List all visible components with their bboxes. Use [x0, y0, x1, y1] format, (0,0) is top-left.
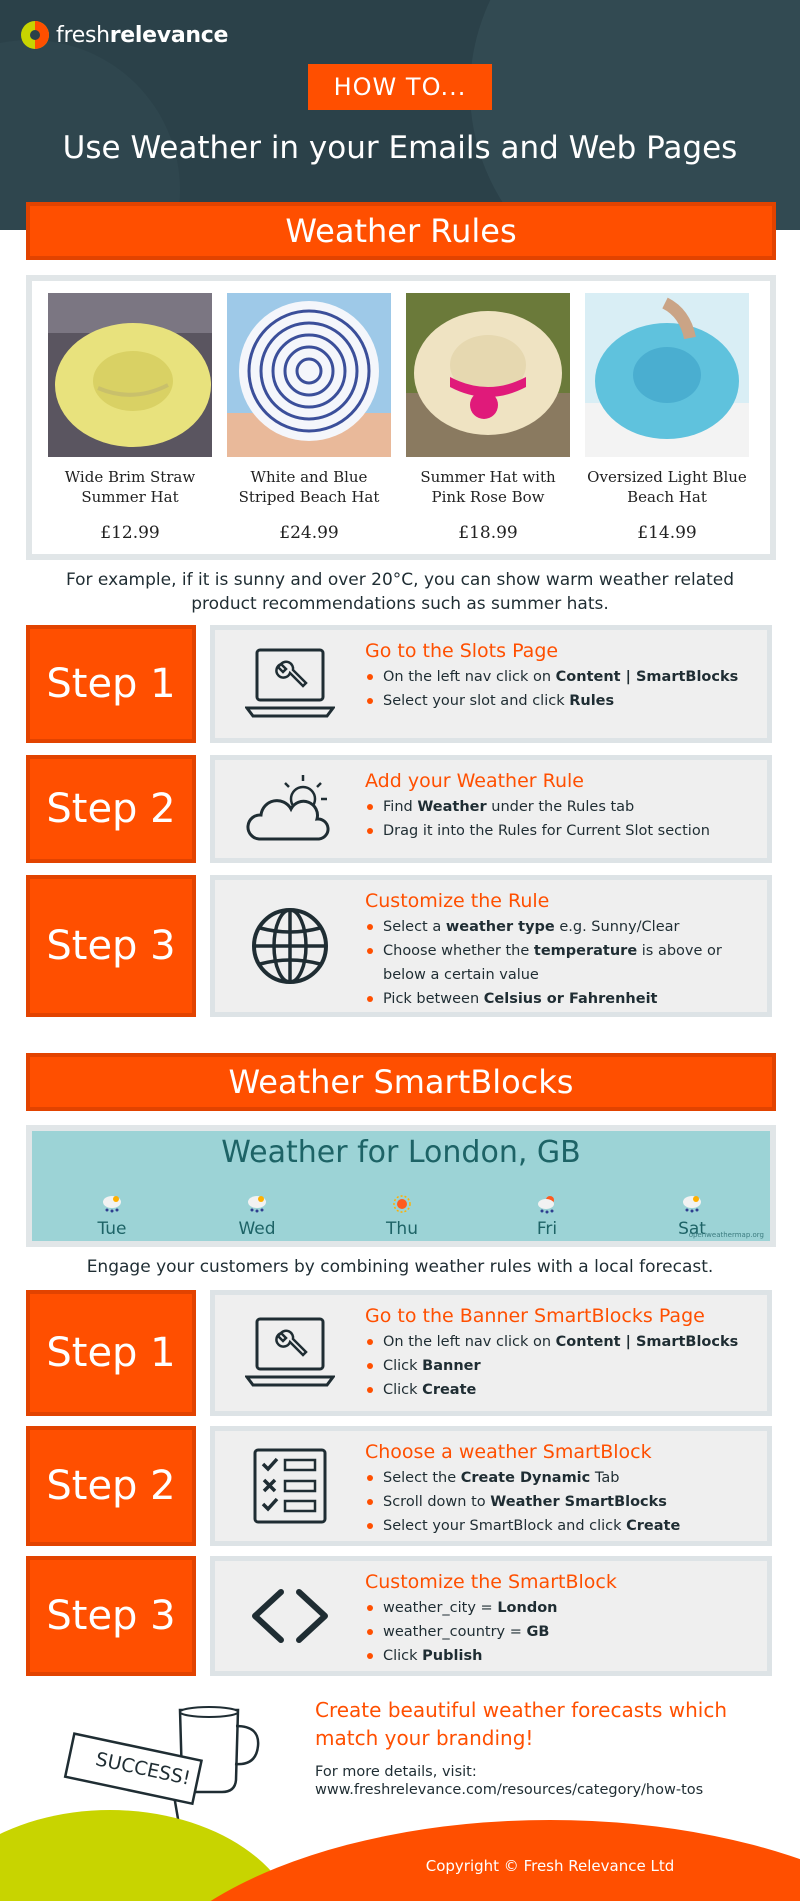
footer-details-link[interactable]: www.freshrelevance.com/resources/category/how-tos [315, 1782, 704, 1798]
instruction-item: Click Publish [365, 1644, 767, 1668]
instruction-item: Click Banner [365, 1354, 767, 1378]
step-instructions [365, 795, 767, 843]
step-instructions [365, 1466, 767, 1538]
instruction-item: Select the Create Dynamic Tab [365, 1466, 767, 1490]
weather-rules-caption: For example, if it is sunny and over 20°C, you can show warm weather related product recommendations such as summer hats. [65, 570, 735, 614]
step-title: Go to the Slots Page [365, 640, 559, 662]
forecast-day [362, 1193, 442, 1239]
product-name[interactable]: Summer Hat with Pink Rose Bow [420, 468, 556, 506]
product-card[interactable] [48, 293, 212, 543]
checklist-icon [245, 1446, 335, 1526]
instruction-item: Select your slot and click Rules [365, 689, 767, 713]
product-name[interactable]: Oversized Light Blue Beach Hat [587, 468, 747, 506]
forecast-day-label: Thu [386, 1219, 418, 1239]
page-title: Use Weather in your Emails and Web Pages [62, 130, 738, 166]
step-card [210, 625, 772, 743]
forecast-day-label: Tue [97, 1219, 127, 1239]
product-name[interactable]: Wide Brim Straw Summer Hat [64, 468, 196, 506]
product-price: £24.99 [279, 523, 339, 543]
step-label: Step 2 [26, 1426, 196, 1546]
step-card [210, 1426, 772, 1546]
step-label: Step 1 [26, 625, 196, 743]
step-instructions [365, 665, 767, 713]
step-label: Step 2 [26, 755, 196, 863]
product-price: £14.99 [637, 523, 697, 543]
product-price: £12.99 [100, 523, 160, 543]
step-card [210, 755, 772, 863]
step-card [210, 1556, 772, 1676]
instruction-item: Select a weather type e.g. Sunny/Clear [365, 915, 767, 939]
rain-cloud-icon [652, 1193, 732, 1217]
forecast-title: Weather for London, GB [221, 1135, 581, 1170]
laptop-wrench-icon [245, 1313, 335, 1393]
product-recommendations [26, 275, 776, 560]
instruction-item: Drag it into the Rules for Current Slot section [365, 819, 767, 843]
instruction-item: Click Create [365, 1378, 767, 1402]
step-card [210, 875, 772, 1017]
hero-banner [0, 0, 800, 230]
step-title: Choose a weather SmartBlock [365, 1441, 652, 1463]
brand-logo[interactable] [20, 20, 228, 50]
how-to-badge: HOW TO... [308, 64, 492, 110]
laptop-wrench-icon [245, 644, 335, 724]
smartblocks-caption: Engage your customers by combining weather rules with a local forecast. [86, 1257, 714, 1277]
step-title: Add your Weather Rule [365, 770, 584, 792]
product-price: £18.99 [458, 523, 518, 543]
product-image[interactable] [48, 293, 212, 457]
product-card[interactable] [227, 293, 391, 543]
footer-band [0, 1760, 800, 1901]
logo-text-light: fresh [56, 22, 110, 48]
instruction-item: Pick between Celsius or Fahrenheit [365, 987, 767, 1011]
instruction-item: Find Weather under the Rules tab [365, 795, 767, 819]
weather-forecast-widget [26, 1125, 776, 1247]
forecast-day [507, 1193, 587, 1239]
step-card [210, 1290, 772, 1416]
instruction-item: On the left nav click on Content | SmartBlocks [365, 1330, 767, 1354]
step-label: Step 3 [26, 1556, 196, 1676]
section-heading-weather-smartblocks: Weather SmartBlocks [26, 1053, 776, 1111]
sun-rain-icon [507, 1193, 587, 1217]
step-instructions [365, 1596, 767, 1668]
product-image[interactable] [406, 293, 570, 457]
step-label: Step 3 [26, 875, 196, 1017]
forecast-day-label: Fri [536, 1219, 558, 1239]
step-label: Step 1 [26, 1290, 196, 1416]
step-instructions [365, 915, 767, 1011]
instruction-item: On the left nav click on Content | SmartBlocks [365, 665, 767, 689]
globe-icon [245, 906, 335, 986]
section-heading-weather-rules: Weather Rules [26, 202, 776, 260]
success-sign-text: SUCCESS! [93, 1748, 193, 1790]
sun-icon [362, 1193, 442, 1217]
instruction-item: Choose whether the temperature is above or below a certain value [365, 939, 767, 987]
forecast-day-label: Wed [238, 1219, 276, 1239]
product-image[interactable] [585, 293, 749, 457]
footer-headline: Create beautiful weather forecasts which match your branding! [315, 1698, 728, 1750]
cloud-sun-icon [245, 769, 335, 849]
forecast-credit[interactable]: openweathermap.org [688, 1231, 764, 1239]
product-image[interactable] [227, 293, 391, 457]
step-title: Customize the Rule [365, 890, 550, 912]
footer-details-label: For more details, visit: [315, 1764, 477, 1780]
copyright-text: Copyright © Fresh Relevance Ltd [425, 1857, 675, 1875]
rain-cloud-icon [217, 1193, 297, 1217]
product-card[interactable] [585, 293, 749, 543]
forecast-day [72, 1193, 152, 1239]
instruction-item: weather_country = GB [365, 1620, 767, 1644]
logo-icon [20, 20, 50, 50]
step-title: Customize the SmartBlock [365, 1571, 617, 1593]
product-card[interactable] [406, 293, 570, 543]
step-title: Go to the Banner SmartBlocks Page [365, 1305, 705, 1327]
instruction-item: Select your SmartBlock and click Create [365, 1514, 767, 1538]
logo-text-bold: relevance [109, 22, 229, 48]
step-instructions [365, 1330, 767, 1402]
forecast-day [217, 1193, 297, 1239]
rain-cloud-icon [72, 1193, 152, 1217]
instruction-item: weather_city = London [365, 1596, 767, 1620]
product-name[interactable]: White and Blue Striped Beach Hat [238, 468, 380, 506]
instruction-item: Scroll down to Weather SmartBlocks [365, 1490, 767, 1514]
code-brackets-icon [245, 1576, 335, 1656]
forecast-day-label: Sat [678, 1219, 706, 1239]
